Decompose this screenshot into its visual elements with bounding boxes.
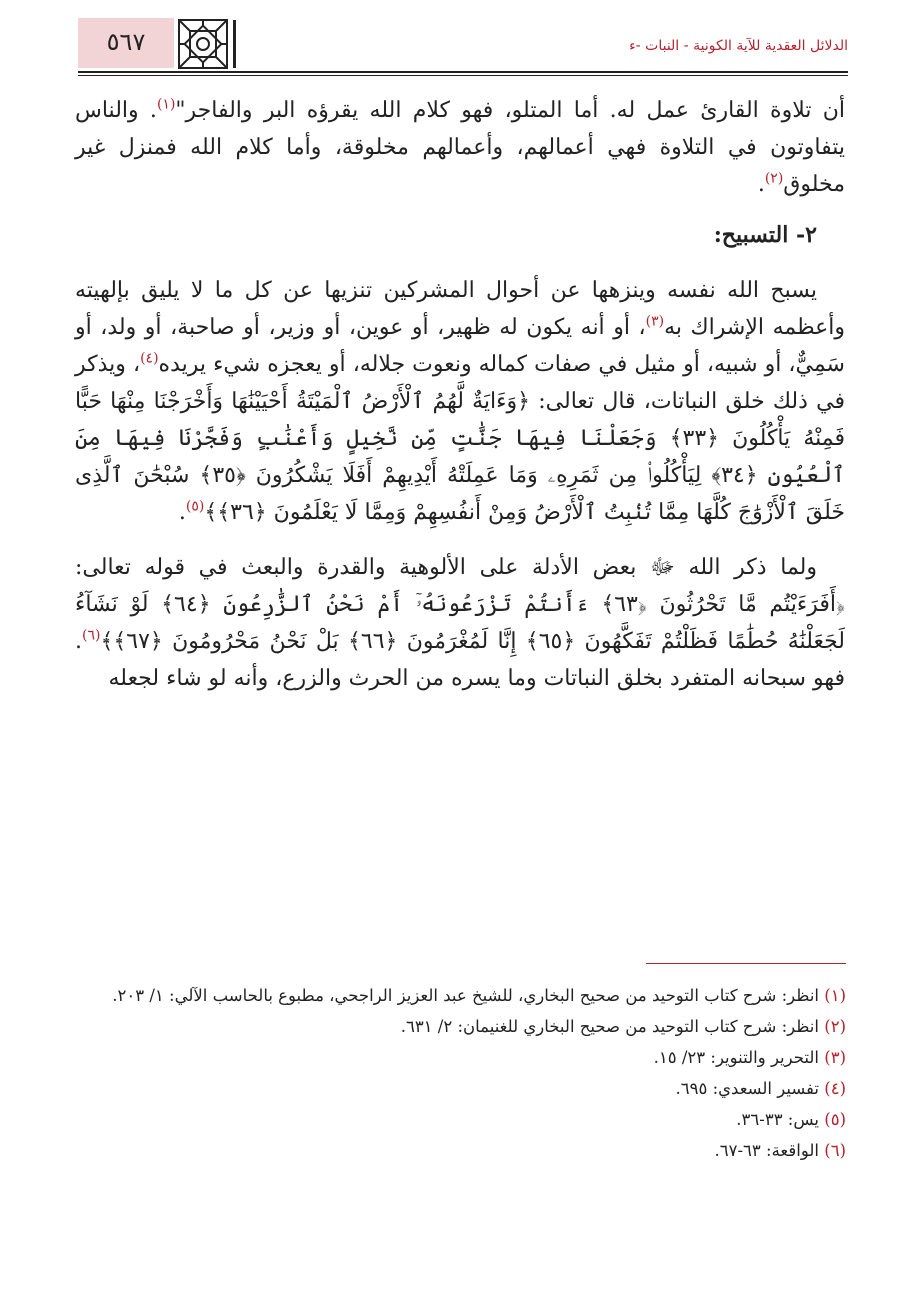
- footnotes: [76, 980, 846, 1166]
- body-text: [75, 92, 845, 697]
- quran-verse: ﴿أَفَرَءَيْتُم مَّا تَحْرُثُونَ ﴿٦٣﴾ ءَأَنتُمْ تَزْرَعُونَهُۥٓ أَمْ نَحْنُ ٱلزَّٰرِعُونَ ﴿٦٤﴾ لَوْ نَشَآءُ لَجَعَلْنَٰهُ حُطَٰمًا فَظَلْتُمْ تَفَكَّهُونَ ﴿٦٥﴾ إِنَّا لَمُغْرَمُونَ ﴿٦٦﴾ بَلْ نَحْنُ مَحْرُومُونَ ﴿٦٧﴾﴾: [75, 592, 845, 654]
- footnote-ref[interactable]: (٢): [764, 170, 784, 187]
- header-divider: [233, 20, 236, 68]
- footnote: (١) انظر: شرح كتاب التوحيد من صحيح البخاري، للشيخ عبد العزيز الراجحي، مطبوع بالحاسب الآلي: ١/ ٢٠٣.: [112, 986, 846, 1005]
- ornament-icon: [178, 19, 228, 69]
- header-rule-thin: [78, 75, 848, 76]
- quran-verse: ﴿وَءَايَةٌ لَّهُمُ ٱلْأَرْضُ ٱلْمَيْتَةُ أَحْيَيْنَٰهَا وَأَخْرَجْنَا مِنْهَا حَبًّا فَمِنْهُ يَأْكُلُونَ ﴿٣٣﴾ وَجَعَلْنَا فِيهَا جَنَّٰتٍ مِّن نَّخِيلٍ وَأَعْنَٰبٍ وَفَجَّرْنَا فِيهَا مِنَ ٱلْعُيُونِ ﴿٣٤﴾ لِيَأْكُلُوا۟ مِن ثَمَرِهِۦ وَمَا عَمِلَتْهُ أَيْدِيهِمْ أَفَلَا يَشْكُرُونَ ﴿٣٥﴾ سُبْحَٰنَ ٱلَّذِى خَلَقَ ٱلْأَزْوَٰجَ كُلَّهَا مِمَّا تُنۢبِتُ ٱلْأَرْضُ وَمِنْ أَنفُسِهِمْ وَمِمَّا لَا يَعْلَمُونَ ﴿٣٦﴾﴾: [75, 389, 845, 525]
- footnote: (٤) تفسير السعدي: ٦٩٥.: [675, 1079, 846, 1098]
- footnote-ref[interactable]: (٦): [82, 627, 101, 644]
- footnote: (٦) الواقعة: ٦٣-٦٧.: [714, 1141, 846, 1160]
- footnote: (٢) انظر: شرح كتاب التوحيد من صحيح البخاري للغنيمان: ٢/ ٦٣١.: [400, 1017, 846, 1036]
- header-rule: [78, 71, 848, 73]
- page-number-box: [78, 18, 174, 68]
- footnote-ref[interactable]: (٤): [140, 350, 159, 367]
- footnote-ref[interactable]: (٣): [645, 313, 665, 330]
- paragraph: أن تلاوة القارئ عمل له. أما المتلو، فهو كلام الله يقرؤه البر والفاجر"$^{(١)}$. والناس يتفاوتون في التلاوة فهي أعمالهم، وأعمالهم مخلوقة، وأما كلام الله فمنزل غير مخلوق$^{(٢)}$.: [75, 96, 846, 197]
- footnote-ref[interactable]: (٥): [185, 498, 205, 515]
- page-header: [78, 18, 848, 72]
- footnote: (٥) يس: ٣٣-٣٦.: [736, 1110, 846, 1129]
- page-number: ٥٦٧: [106, 28, 146, 56]
- paragraph: يسبح الله نفسه وينزهها عن أحوال المشركين تنزيها عن كل ما لا يليق بإلهيته وأعظمه الإشراك به$^{(٣)}$، أو أنه يكون له ظهير، أو عوين، أو وزير، أو صاحبة، أو ولد، أو سَمِيٌّ، أو شبيه، أو مثيل في صفات كماله ونعوت جلاله، أو يعجزه شيء يريده$^{(٤)}$، ويذكر في ذلك خلق النباتات، قال تعالى: ﴿وَءَايَةٌ لَّهُمُ ٱلْأَرْضُ ٱلْمَيْتَةُ أَحْيَيْنَٰهَا وَأَخْرَجْنَا مِنْهَا حَبًّا فَمِنْهُ يَأْكُلُونَ ﴿٣٣﴾ وَجَعَلْنَا فِيهَا جَنَّٰتٍ مِّن نَّخِيلٍ وَأَعْنَٰبٍ وَفَجَّرْنَا فِيهَا مِنَ ٱلْعُيُونِ ﴿٣٤﴾ لِيَأْكُلُوا۟ مِن ثَمَرِهِۦ وَمَا عَمِلَتْهُ أَيْدِيهِمْ أَفَلَا يَشْكُرُونَ ﴿٣٥﴾ سُبْحَٰنَ ٱلَّذِى خَلَقَ ٱلْأَزْوَٰجَ كُلَّهَا مِمَّا تُنۢبِتُ ٱلْأَرْضُ وَمِنْ أَنفُسِهِمْ وَمِمَّا لَا يَعْلَمُونَ ﴿٣٦﴾﴾$^{(٥)}$.: [75, 278, 846, 525]
- footnote-ref[interactable]: (١): [156, 96, 176, 113]
- paragraph: ولما ذكر الله ﷻ بعض الأدلة على الألوهية والقدرة والبعث في قوله تعالى: ﴿أَفَرَءَيْتُم مَّا تَحْرُثُونَ ﴿٦٣﴾ ءَأَنتُمْ تَزْرَعُونَهُۥٓ أَمْ نَحْنُ ٱلزَّٰرِعُونَ ﴿٦٤﴾ لَوْ نَشَآءُ لَجَعَلْنَٰهُ حُطَٰمًا فَظَلْتُمْ تَفَكَّهُونَ ﴿٦٥﴾ إِنَّا لَمُغْرَمُونَ ﴿٦٦﴾ بَلْ نَحْنُ مَحْرُومُونَ ﴿٦٧﴾﴾$^{(٦)}$. فهو سبحانه المتفرد بخلق النباتات وما يسره من الحرث والزرع، وأنه لو شاء لجعله: [75, 555, 845, 691]
- footnote-separator: [646, 963, 846, 964]
- footnote: (٣) التحرير والتنوير: ٢٣/ ١٥.: [653, 1048, 846, 1067]
- section-heading: ٢- التسبيح:: [713, 222, 817, 248]
- running-title: الدلائل العقدية للآية الكونية - النبات -ء: [629, 38, 848, 54]
